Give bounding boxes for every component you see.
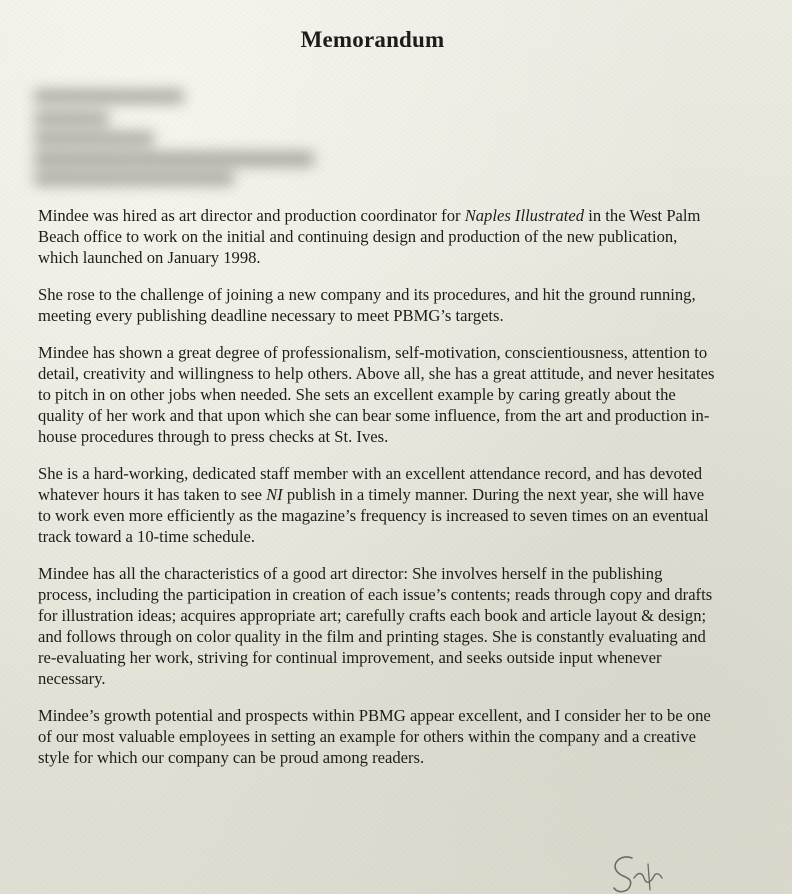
publication-abbrev: NI — [266, 485, 283, 504]
memo-body — [38, 205, 718, 784]
memo-title: Memorandum — [300, 27, 445, 52]
redacted-address-block — [34, 86, 334, 196]
paragraph-6: Mindee’s growth potential and prospects within PBMG appear excellent, and I consider her to be one of our most valuable employees in setting an example for others within the company and a creative style for which our company can be proud among readers. — [38, 706, 711, 767]
paragraph-5: Mindee has all the characteristics of a good art director: She involves herself in the publishing process, including the participation in creation of each issue’s contents; reads through copy and drafts for illustration ideas; acquires appropriate art; carefully crafts each book and article layout & design; and follows through on color quality in the film and printing stages. She is constantly evaluating and re-evaluating her work, striving for continual improvement, and seeks outside input whenever necessary. — [38, 564, 713, 688]
signature-icon — [604, 848, 676, 894]
publication-name: Naples Illustrated — [464, 206, 585, 225]
paragraph-3: Mindee has shown a great degree of professionalism, self-motivation, conscientiousness, attention to detail, creativity and willingness to help others. Above all, she has a great attitude, and never hesitates to pitch in on other jobs when needed. She sets an excellent example by caring greatly about the quality of her work and that upon which she can bear some influence, from the art and production in-house procedures through to press checks at St. Ives. — [38, 343, 715, 446]
paragraph-1: Mindee was hired as art director and production coordinator for Naples Illustrated in the West Palm Beach office to work on the initial and continuing design and production of the new publication, which launched on January 1998. — [38, 206, 701, 267]
paragraph-2: She rose to the challenge of joining a new company and its procedures, and hit the ground running, meeting every publishing deadline necessary to meet PBMG’s targets. — [38, 285, 696, 325]
paragraph-4: She is a hard-working, dedicated staff member with an excellent attendance record, and has devoted whatever hours it has taken to see NI publish in a timely manner. During the next year, she will have to work even more efficiently as the magazine’s frequency is increased to seven times on an eventual track toward a 10-time schedule. — [38, 464, 709, 546]
